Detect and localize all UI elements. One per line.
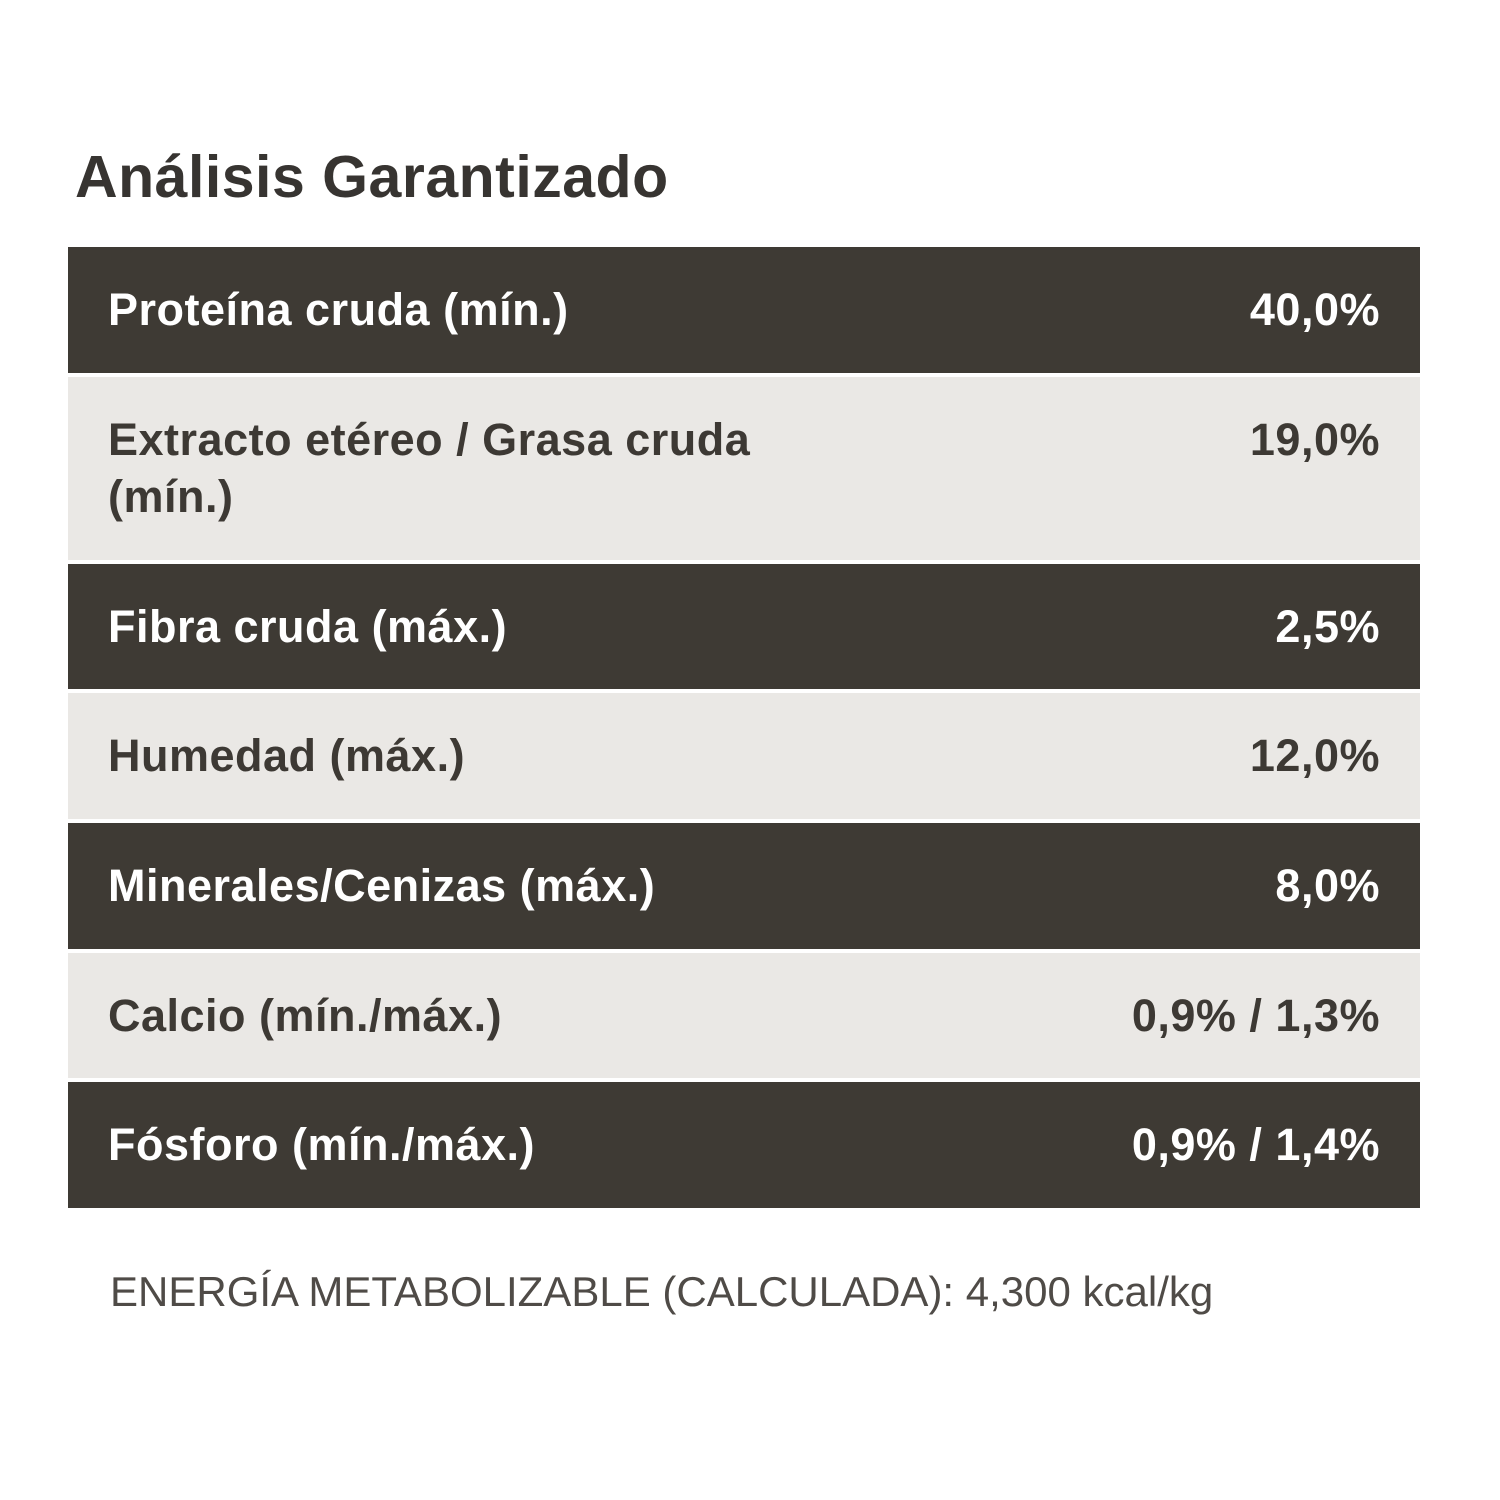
nutrient-value: 8,0% xyxy=(1275,859,1380,911)
nutrient-label: Humedad (máx.) xyxy=(108,730,466,782)
nutrient-value: 12,0% xyxy=(1249,730,1380,782)
table-row xyxy=(68,1082,1420,1208)
table-row xyxy=(68,377,1420,560)
analysis-table xyxy=(68,247,1420,1212)
page-title: Análisis Garantizado xyxy=(75,144,669,210)
table-row xyxy=(68,693,1420,819)
table-row xyxy=(68,823,1420,949)
nutrient-value: 40,0% xyxy=(1249,284,1380,335)
nutrient-value: 19,0% xyxy=(1249,413,1380,465)
nutrient-label: Calcio (mín./máx.) xyxy=(108,989,503,1041)
table-row xyxy=(68,247,1420,373)
metabolizable-energy-note: ENERGÍA METABOLIZABLE (CALCULADA): 4,300 kcal/kg xyxy=(110,1268,1214,1315)
table-row xyxy=(68,953,1420,1079)
nutrient-label: Fibra cruda (máx.) xyxy=(108,600,508,652)
table-row xyxy=(68,564,1420,690)
nutrient-value: 0,9% / 1,3% xyxy=(1131,989,1380,1041)
nutrient-value: 2,5% xyxy=(1275,600,1380,652)
nutrient-label: Minerales/Cenizas (máx.) xyxy=(108,859,656,911)
nutrient-label: Fósforo (mín./máx.) xyxy=(108,1119,536,1171)
nutrient-label: Extracto etéreo / Grasa cruda (mín.) xyxy=(108,413,751,523)
nutrient-value: 0,9% / 1,4% xyxy=(1131,1119,1380,1171)
nutrient-label: Proteína cruda (mín.) xyxy=(108,284,569,335)
